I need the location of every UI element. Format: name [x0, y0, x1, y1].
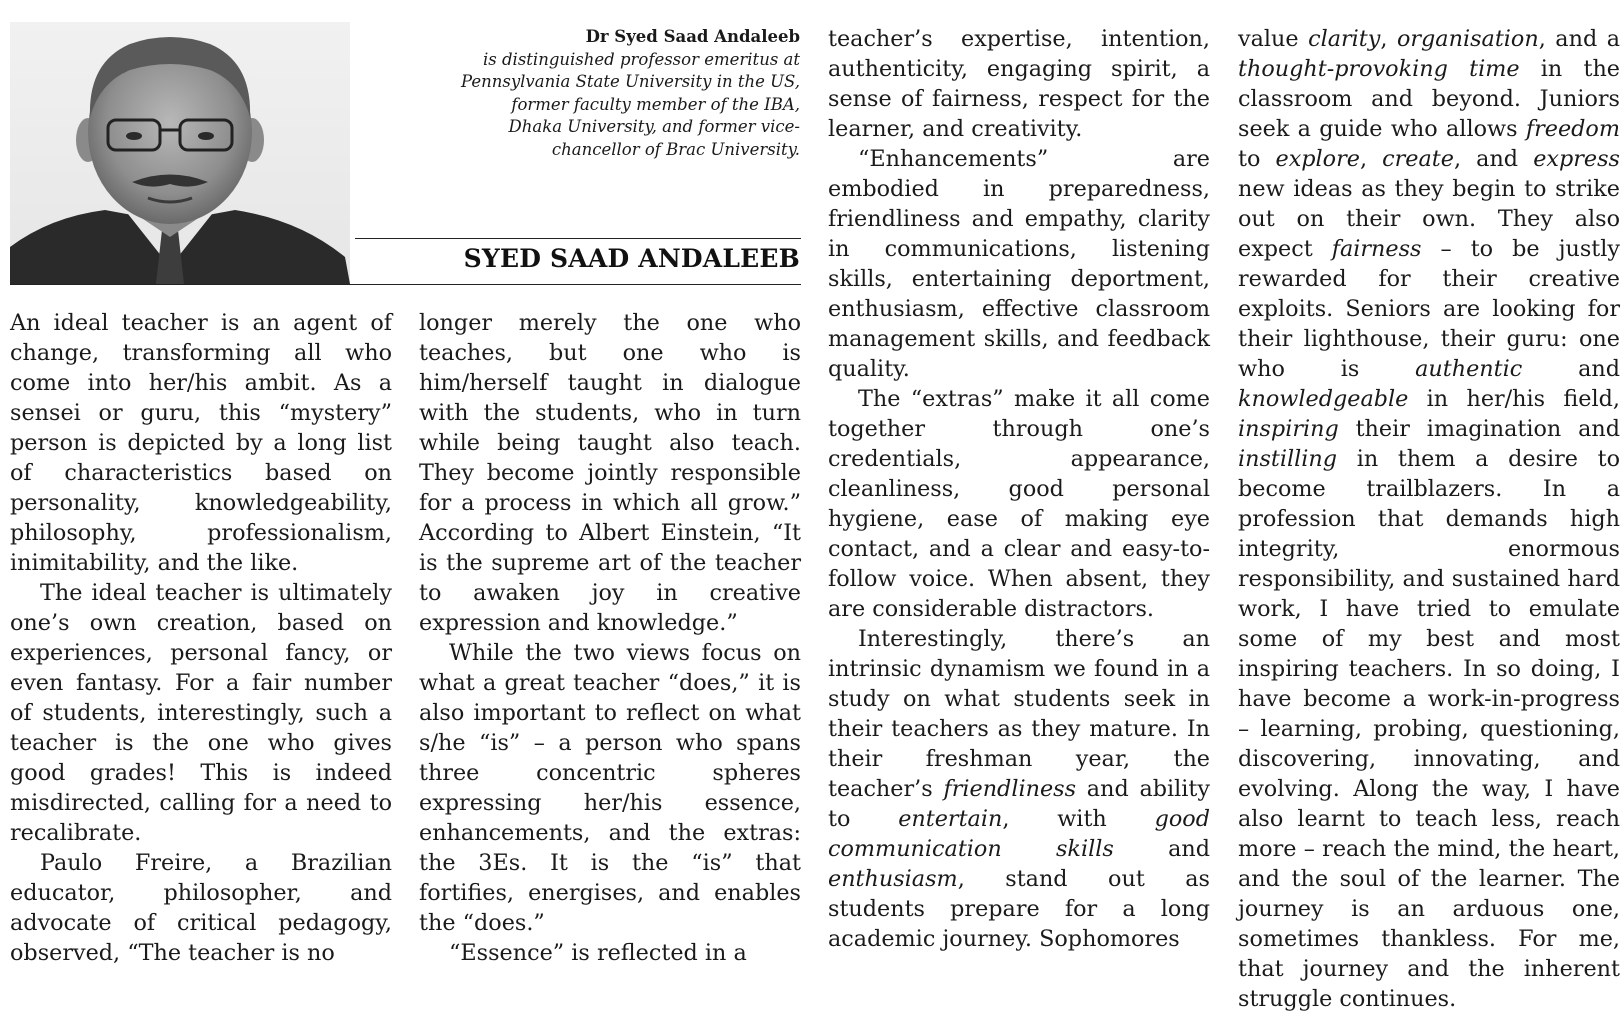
emphasis: enthusiasm	[828, 866, 958, 892]
text-run: , and	[1453, 146, 1534, 172]
emphasis: inspiring	[1238, 416, 1339, 442]
article-column-4	[1238, 24, 1620, 1012]
article-column-1	[10, 308, 392, 966]
paragraph: An ideal teacher is an agent of change, transforming all who come into her/his ambit. As a sensei or guru, this “mystery” person is depicted by a long list of characteristics based on personality, knowledgeability, philosophy, professionalism, inimitability, and the like.	[10, 310, 392, 576]
paragraph: While the two views focus on what a great teacher “does,” it is also important to reflect on what s/he “is” – a person who spans three concentric spheres expressing her/his essence, enhancements, and the extras: the 3Es. It is the “is” that fortifies, energises, and enables the “does.”	[419, 640, 801, 936]
text-run: , with	[1002, 806, 1155, 832]
emphasis: fairness	[1331, 236, 1422, 262]
text-run: Interestingly, there’s an intrinsic dynamism we found in a study on what students seek in their teachers as they mature. In their freshman year, the teacher’s	[828, 626, 1210, 802]
author-bio	[460, 26, 800, 161]
emphasis: friendliness	[943, 776, 1077, 802]
author-portrait-image	[10, 22, 350, 284]
byline: SYED SAAD ANDALEEB	[463, 244, 800, 273]
emphasis: thought-provoking time	[1238, 56, 1520, 82]
text-run: their imagination and	[1338, 416, 1620, 442]
emphasis: create	[1382, 146, 1454, 172]
text-run: new ideas as they begin to strike out on their own. They also expect	[1238, 176, 1620, 262]
paragraph: Paulo Freire, a Brazilian educator, philosopher, and advocate of critical pedagogy, observed, “The teacher is no	[10, 850, 392, 966]
text-run: , and a	[1538, 26, 1620, 52]
paragraph	[1238, 24, 1620, 1014]
emphasis: clarity	[1308, 26, 1381, 52]
emphasis: knowledgeable	[1238, 386, 1409, 412]
text-run: in the classroom and beyond. Juniors seek a guide who allows	[1238, 56, 1620, 142]
text-run: and ability to	[828, 776, 1210, 832]
text-run: ,	[1380, 26, 1397, 52]
paragraph: longer merely the one who teaches, but one who is him/herself taught in dialogue with the students, who in turn while being taught also teach. They become jointly responsible for a process in which all grow.” According to Albert Einstein, “It is the supreme art of the teacher to awaken joy in creative expression and knowledge.”	[419, 310, 801, 636]
byline-bottom-rule	[10, 284, 801, 285]
article-column-3	[828, 24, 1210, 952]
bio-name: Dr Syed Saad Andaleeb	[585, 27, 800, 46]
text-run: ,	[1359, 146, 1383, 172]
text-run: value	[1238, 26, 1309, 52]
paragraph: The “extras” make it all come together through one’s credentials, appearance, cleanliness, good personal hygiene, ease of making eye contact, and a clear and easy-to-follow voice. When absent, they are considerable distractors.	[828, 386, 1210, 622]
text-run: in them a desire to become trailblazers. In a profession that demands high integrity, enormous responsibility, and sustained hard work, I have tried to emulate some of my best and most inspiring teachers. In so doing, I have become a work-in-progress – learning, probing, questioning, discovering, innovating, and evolving. Along the way, I have also learnt to teach less, reach more – reach the mind, the heart, and the soul of the learner. The journey is an arduous one, sometimes thankless. For me, that journey and the inherent struggle continues.	[1238, 446, 1620, 1012]
emphasis: freedom	[1525, 116, 1620, 142]
emphasis: explore	[1275, 146, 1360, 172]
paragraph: teacher’s expertise, intention, authenticity, engaging spirit, a sense of fairness, respect for the learner, and creativity.	[828, 26, 1210, 142]
emphasis: express	[1533, 146, 1620, 172]
text-run: to	[1238, 146, 1276, 172]
emphasis: organisation	[1396, 26, 1539, 52]
paragraph	[828, 624, 1210, 954]
text-run: and	[1113, 836, 1210, 862]
paragraph: The ideal teacher is ultimately one’s own creation, based on experiences, personal fancy, or even fantasy. For a fair number of students, interestingly, such a teacher is the one who gives good grades! This is indeed misdirected, calling for a need to recalibrate.	[10, 580, 392, 846]
paragraph: “Enhancements” are embodied in preparedness, friendliness and empathy, clarity in communications, listening skills, entertaining deportment, enthusiasm, effective classroom management skills, and feedback quality.	[828, 146, 1210, 382]
emphasis: good communication skills	[828, 806, 1210, 862]
byline-top-rule	[355, 238, 801, 239]
text-run: , stand out as students prepare for a long academic journey. Sophomores	[828, 866, 1210, 952]
text-run: in her/his field,	[1408, 386, 1620, 412]
emphasis: authentic	[1415, 356, 1523, 382]
author-photo	[10, 22, 350, 284]
emphasis: entertain	[898, 806, 1003, 832]
emphasis: instilling	[1238, 446, 1338, 472]
article-column-2	[419, 308, 801, 966]
bio-text: is distinguished professor emeritus at Pennsylvania State University in the US, former faculty member of the IBA, Dhaka University, and former vice-chancellor of Brac University.	[460, 49, 800, 159]
text-run: – to be justly rewarded for their creative exploits. Seniors are looking for their lighthouse, their guru: one who is	[1238, 236, 1620, 382]
text-run: and	[1522, 356, 1620, 382]
paragraph: “Essence” is reflected in a	[449, 940, 747, 966]
